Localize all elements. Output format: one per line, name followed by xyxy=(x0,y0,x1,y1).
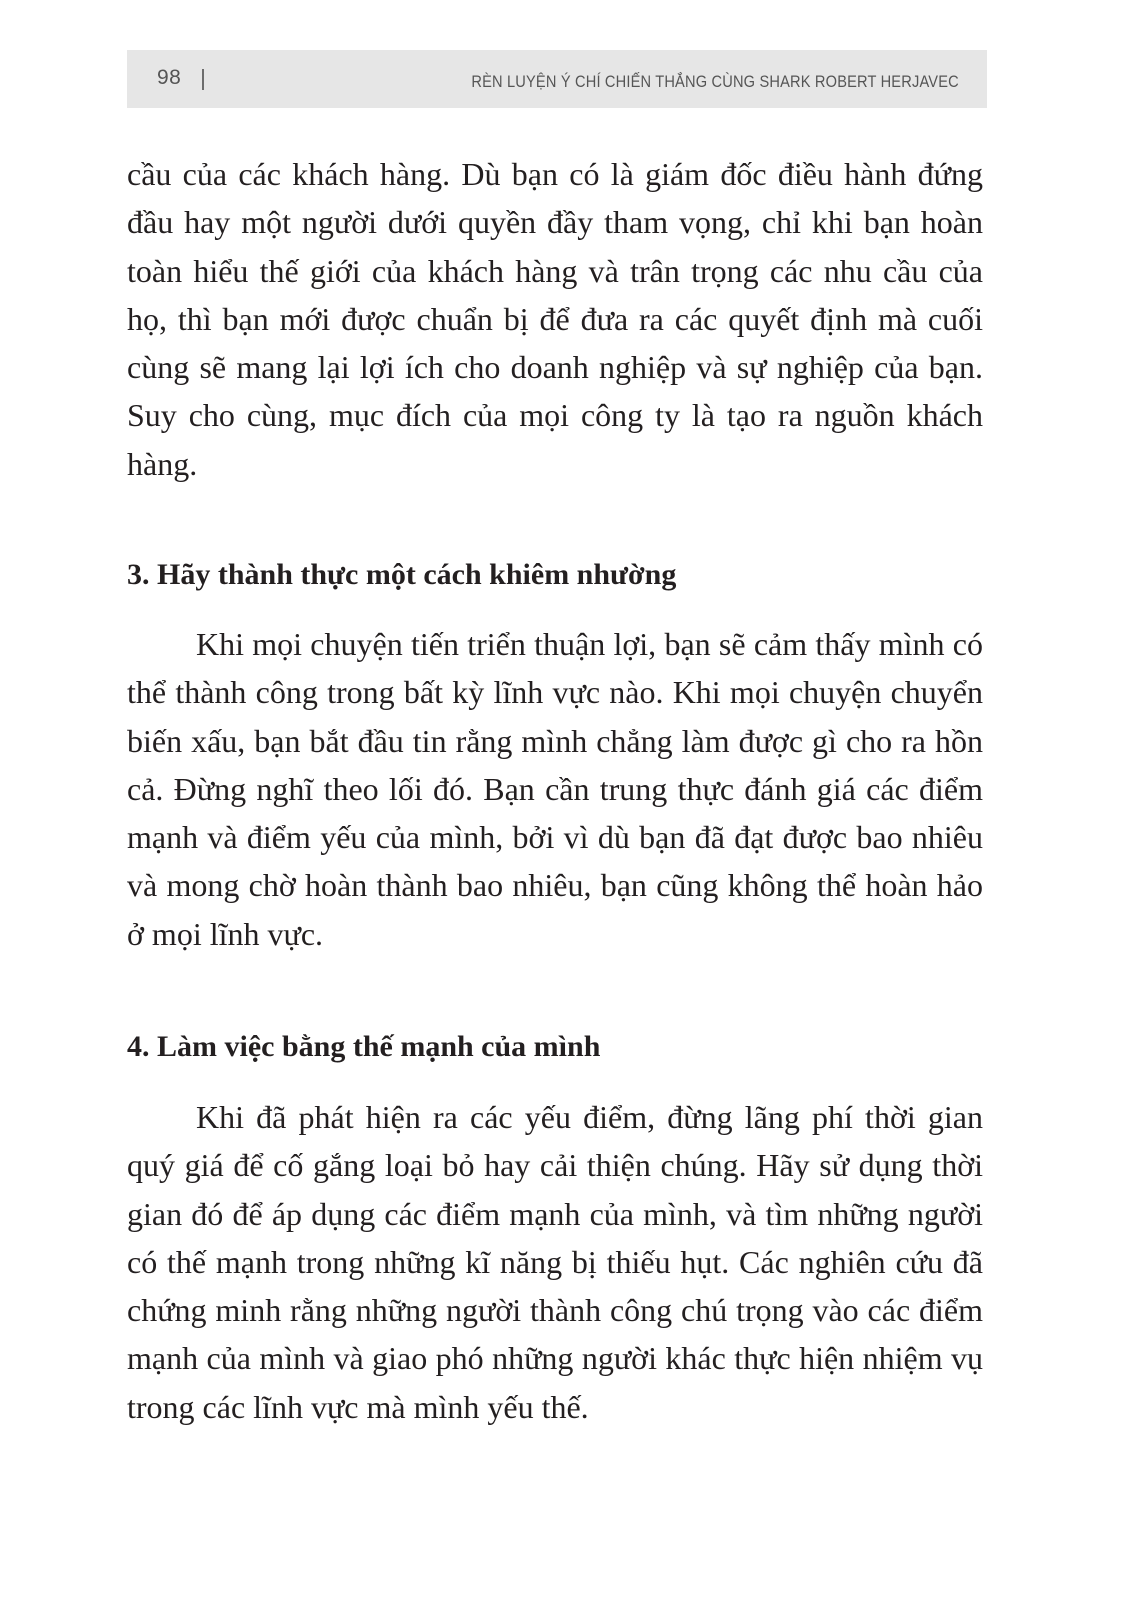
page-number: 98 xyxy=(157,66,182,89)
section-4-heading: 4. Làm việc bằng thế mạnh của mình xyxy=(127,1030,601,1063)
intro-paragraph: cầu của các khách hàng. Dù bạn có là giám đốc điều hành đứng đầu hay một người dưới quyền đầy tham vọng, chỉ khi bạn hoàn toàn hiểu thế giới của khách hàng và trân trọng các nhu cầu của họ, thì bạn mới được chuẩn bị để đưa ra các quyết định mà cuối cùng sẽ mang lại lợi ích cho doanh nghiệp và sự nghiệp của bạn. Suy cho cùng, mục đích của mọi công ty là tạo ra nguồn khách hàng. xyxy=(127,156,983,482)
intro-block xyxy=(127,150,983,488)
section-3-paragraph: Khi mọi chuyện tiến triển thuận lợi, bạn sẽ cảm thấy mình có thể thành công trong bất kỳ lĩnh vực nào. Khi mọi chuyện chuyển biến xấu, bạn bắt đầu tin rằng mình chẳng làm được gì cho ra hồn cả. Đừng nghĩ theo lối đó. Bạn cần trung thực đánh giá các điểm mạnh và điểm yếu của mình, bởi vì dù bạn đã đạt được bao nhiêu và mong chờ hoàn thành bao nhiêu, bạn cũng không thể hoàn hảo ở mọi lĩnh vực. xyxy=(127,626,983,952)
header-divider xyxy=(202,69,204,90)
section-3-heading: 3. Hãy thành thực một cách khiêm nhường xyxy=(127,558,677,591)
section-4-body xyxy=(127,1093,983,1431)
section-3-body xyxy=(127,620,983,958)
running-header xyxy=(127,50,987,108)
section-4-paragraph: Khi đã phát hiện ra các yếu điểm, đừng lãng phí thời gian quý giá để cố gắng loại bỏ hay cải thiện chúng. Hãy sử dụng thời gian đó để áp dụng các điểm mạnh của mình, và tìm những người có thế mạnh trong những kĩ năng bị thiếu hụt. Các nghiên cứu đã chứng minh rằng những người thành công chú trọng vào các điểm mạnh của mình và giao phó những người khác thực hiện nhiệm vụ trong các lĩnh vực mà mình yếu thế. xyxy=(127,1099,983,1425)
running-title: RÈN LUYỆN Ý CHÍ CHIẾN THẮNG CÙNG SHARK ROBERT HERJAVEC xyxy=(471,72,959,91)
